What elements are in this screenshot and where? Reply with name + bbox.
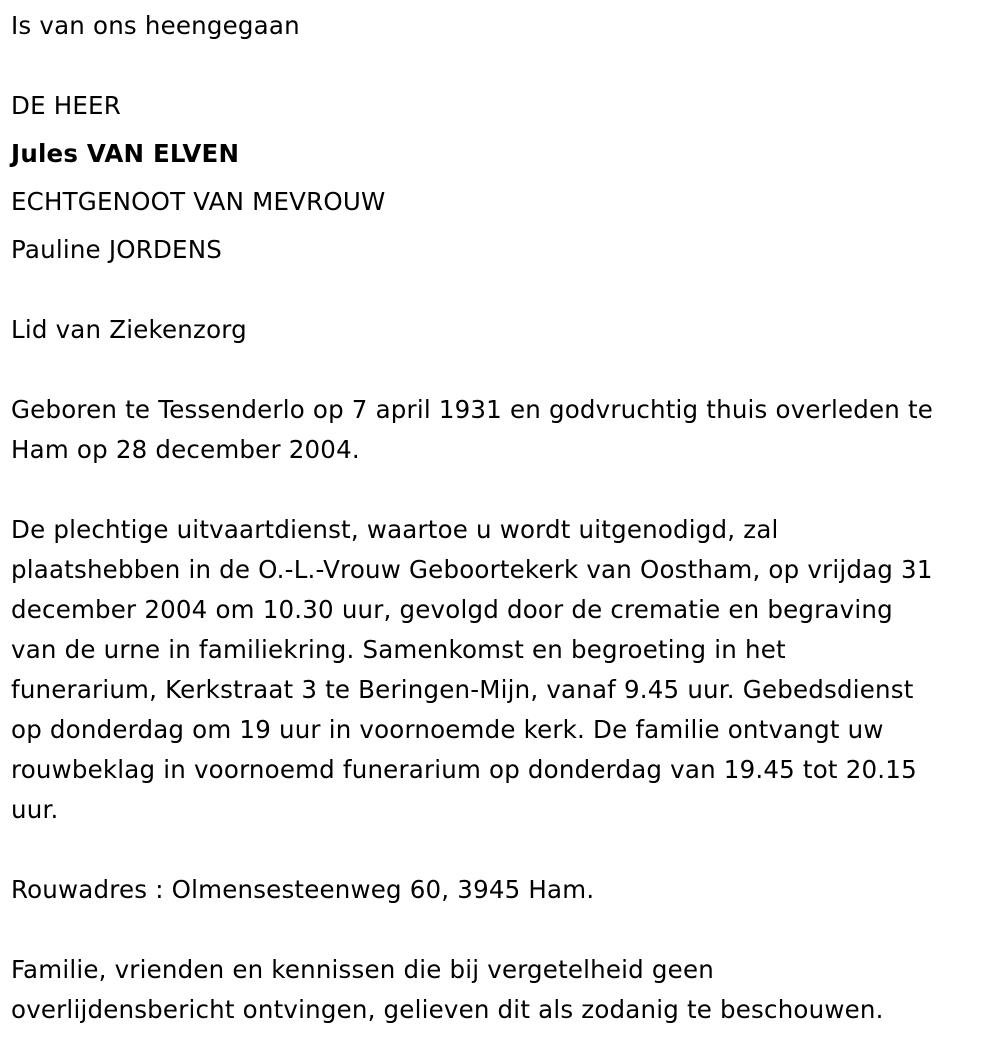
birth-death-line: Geboren te Tessenderlo op 7 april 1931 en godvruchtig thuis overleden te: [11, 395, 934, 424]
service-line: De plechtige uitvaartdienst, waartoe u wordt uitgenodigd, zal: [11, 515, 779, 544]
closing-line: Familie, vrienden en kennissen die bij vergetelheid geen: [11, 955, 714, 984]
address: Rouwadres : Olmensesteenweg 60, 3945 Ham.: [11, 875, 595, 904]
service-line: plaatshebben in de O.-L.-Vrouw Geboortekerk van Oostham, op vrijdag 31: [11, 555, 933, 584]
service-line: op donderdag om 19 uur in voornoemde kerk. De familie ontvangt uw: [11, 715, 884, 744]
closing-line: overlijdensbericht ontvingen, gelieven dit als zodanig te beschouwen.: [11, 995, 884, 1024]
membership: Lid van Ziekenzorg: [11, 315, 247, 344]
service-line: uur.: [11, 795, 59, 824]
deceased-name: Jules VAN ELVEN: [11, 139, 240, 168]
service-line: december 2004 om 10.30 uur, gevolgd door de crematie en begraving: [11, 595, 893, 624]
birth-death-line: Ham op 28 december 2004.: [11, 435, 360, 464]
spouse-name: Pauline JORDENS: [11, 235, 222, 264]
heading: Is van ons heengegaan: [11, 11, 300, 40]
service-line: van de urne in familiekring. Samenkomst en begroeting in het: [11, 635, 786, 664]
spouse-label: ECHTGENOOT VAN MEVROUW: [11, 187, 386, 216]
service-line: rouwbeklag in voornoemd funerarium op donderdag van 19.45 tot 20.15: [11, 755, 917, 784]
title: DE HEER: [11, 91, 121, 120]
service-line: funerarium, Kerkstraat 3 te Beringen-Mijn, vanaf 9.45 uur. Gebedsdienst: [11, 675, 914, 704]
